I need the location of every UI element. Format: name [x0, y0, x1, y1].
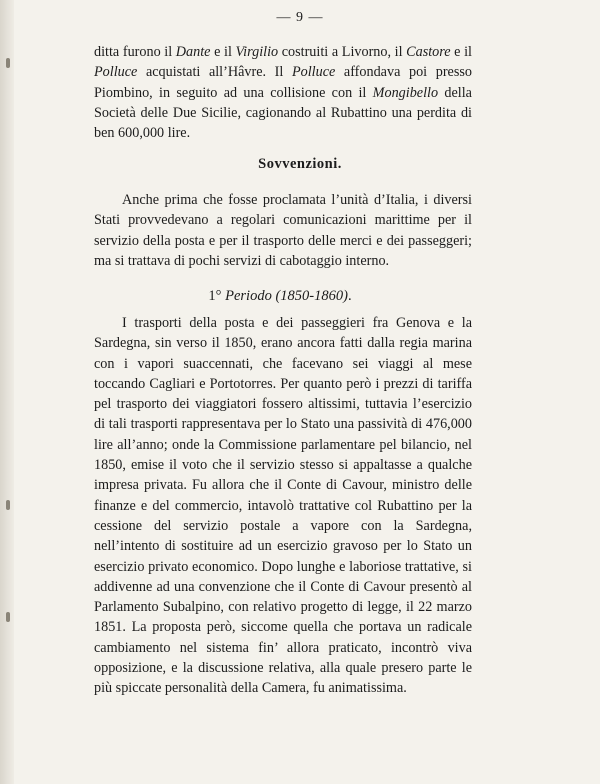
text-run: ditta furono il — [94, 44, 176, 60]
paragraph-text — [94, 42, 472, 143]
ship-name-polluce: Polluce — [291, 64, 336, 81]
text-run: costruiti a Livorno, il — [278, 44, 407, 60]
text-run: e il — [450, 44, 472, 60]
period-label: Periodo (1850-1860) — [225, 288, 348, 304]
section-heading: Sovvenzioni. — [258, 156, 342, 172]
binding-mark — [6, 500, 10, 510]
binding-mark — [6, 58, 10, 68]
text-run: della Società delle Due Sicilie, cagionando al Rubattino una perdita di ben 600,000 lire. — [94, 84, 472, 142]
ship-name-castore: Castore — [406, 44, 451, 60]
paragraph-text: Anche prima che fosse proclamata l’unità d’Italia, i diversi Stati provvedevano a regolari comunicazioni marittime per il servizio della posta e per il trasporto delle merci e dei passeggeri; ma si trattava di pochi servizi di cabotaggio interno. — [94, 192, 472, 269]
ship-name-dante: Dante — [175, 44, 211, 60]
ship-name-mongibello: Mongibello — [372, 84, 439, 101]
period-suffix: . — [347, 288, 352, 304]
text-run: e il — [210, 44, 236, 60]
binding-mark — [6, 612, 10, 622]
paragraph-text: I trasporti della posta e dei passeggieri fra Genova e la Sardegna, sin verso il 1850, erano ancora fatti dalla regia marina con i vapori suaccennati, che facevano sei viaggi al mese toccando Cagliari e Portotorres. Per quanto però i prezzi di tariffa pel trasporto dei viaggiatori fossero altissimi, tuttavia l’esercizio di tali trasporti rappresentava per lo Stato una passività di 476,000 lire all’anno; onde la Commissione parlamentare pel bilancio, nel 1850, emise il voto che il servizio stesso si appaltasse a qualche impresa privata. Fu allora che il Conte di Cavour, ministro delle finanze e del commercio, intavolò trattative col Rubattino per la cessione del servizio postale a vapore con la Sardegna, nell’intento di sostituire ad un esercizio gravoso per lo Stato un esercizio privato economico. Dopo lunghe e laboriose trattative, si addivenne ad una convenzione che il Conte di Cavour presentò al Parlamento Subalpino, con relativo progetto di legge, il 22 marzo 1851. La proposta però, siccome quella che portava un radicale cambiamento nel sistema fin’ allora praticato, incontrò viva opposizione, e la discussione relativa, alla quale presero parte le più spiccate personalità della Camera, fu animatissima. — [94, 315, 472, 697]
period-heading — [0, 288, 560, 305]
paragraph — [94, 190, 472, 271]
paragraph — [94, 313, 472, 699]
page-number: — 9 — — [276, 10, 324, 25]
text-run: acquistati all’Hâvre. Il — [137, 64, 292, 81]
ship-name-polluce: Polluce — [94, 64, 138, 81]
text-run: affondava poi presso Piombino, in seguito ad una collisione con il — [94, 64, 472, 101]
paragraph-continuation — [94, 42, 472, 143]
period-number: 1° — [208, 288, 226, 304]
ship-name-virgilio: Virgilio — [235, 44, 279, 60]
binding-edge — [0, 0, 14, 784]
